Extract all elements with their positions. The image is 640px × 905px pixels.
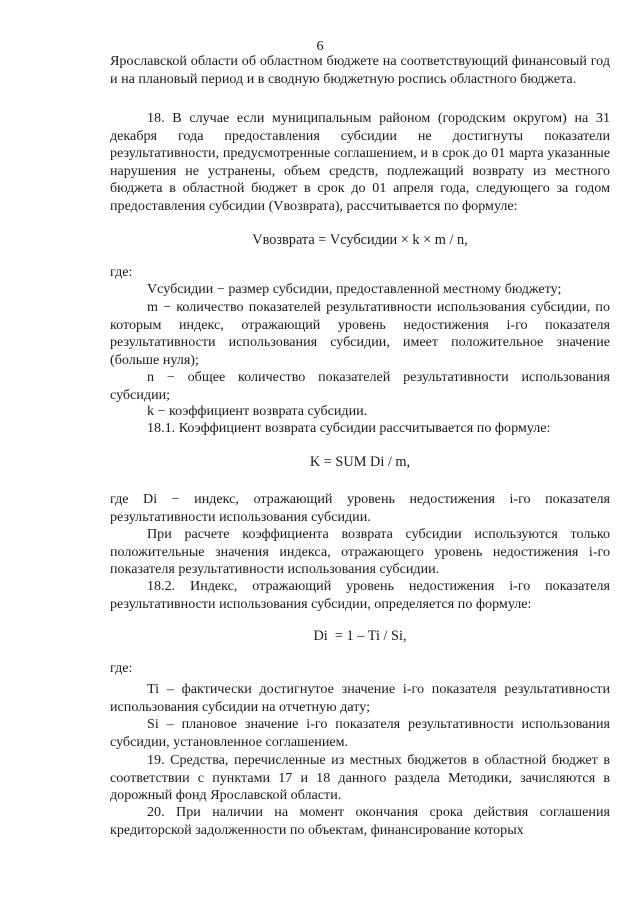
paragraph-calculation-note [110,526,610,579]
definition-text: k − коэффициент возврата субсидии. [147,403,368,419]
paragraph-text: 18.2. Индекс, отражающий уровень недостижения i-го показателя результативности использования субсидии, определяется по формуле: [110,578,610,612]
formula-index [110,628,610,646]
paragraph-18-1 [110,420,610,438]
where-label-2 [110,660,610,678]
definition-text: Vсубсидии − размер субсидии, предоставленной местному бюджету; [147,281,562,297]
definition-ti [110,681,610,716]
paragraph-18-2 [110,578,610,613]
paragraph-19 [110,752,610,805]
formula-return-volume [110,232,610,250]
definition-n [110,369,610,404]
paragraph-continuation [110,53,610,88]
definition-v-subsidy [110,281,610,299]
paragraph-text: 18.1. Коэффициент возврата субсидии рассчитывается по формуле: [147,420,551,436]
paragraph-text: 19. Средства, перечисленные из местных бюджетов в областной бюджет в соответствии с пунктами 17 и 18 данного раздела Методики, зачисляются в дорожный фонд Ярославской области. [110,752,610,804]
paragraph-text: При расчете коэффициента возврата субсидии используются только положительные значения индекса, отражающего уровень недостижения i-го показателя результативности использования субсидии. [110,526,610,578]
paragraph-18 [110,110,610,216]
where-label: где: [110,660,133,676]
definition-text: Si – плановое значение i-го показателя результативности использования субсидии, установленное соглашением. [110,716,610,750]
definition-text: n − общее количество показателей результативности использования субсидии; [110,369,610,403]
paragraph-20 [110,804,610,839]
definition-k [110,403,610,421]
formula-coefficient [110,454,610,472]
where-label-1 [110,264,610,282]
definition-text: Ti – фактически достигнутое значение i-го показателя результативности использования субсидии на отчетную дату; [110,681,610,715]
paragraph-text: 18. В случае если муниципальным районом (городским округом) на 31 декабря года предоставления субсидии не достигнуты показатели результативности, предусмотренные соглашением, и в срок до 01 марта указанные нарушения не устранены, объем средств, подлежащий возврату из местного бюджета в областной бюджет в срок до 01 апреля года, следующего за годом предоставления субсидии (Vвозврата), рассчитывается по формуле: [110,110,610,214]
definition-text: m − количество показателей результативности использования субсидии, по которым индекс, отражающий уровень недостижения i-го показателя результативности использования субсидии, имеет положительное значение (больше нуля); [110,299,610,368]
formula-text: K = SUM Di / m, [309,454,411,470]
page-number: 6 [316,38,324,54]
definition-text: где Di − индекс, отражающий уровень недостижения i-го показателя результативности использования субсидии. [110,491,610,525]
definition-si [110,716,610,751]
definition-m [110,299,610,369]
where-label: где: [110,264,133,280]
definition-di [110,491,610,526]
paragraph-text: Ярославской области об областном бюджете на соответствующий финансовый год и на плановый период и в сводную бюджетную роспись областного бюджета. [110,53,610,87]
formula-text: Di = 1 – Ti / Si, [313,628,407,644]
paragraph-text: 20. При наличии на момент окончания срока действия соглашения кредиторской задолженности по объектам, финансирование которых [110,804,610,838]
formula-text: Vвозврата = Vсубсидии × k × m / n, [252,232,468,248]
